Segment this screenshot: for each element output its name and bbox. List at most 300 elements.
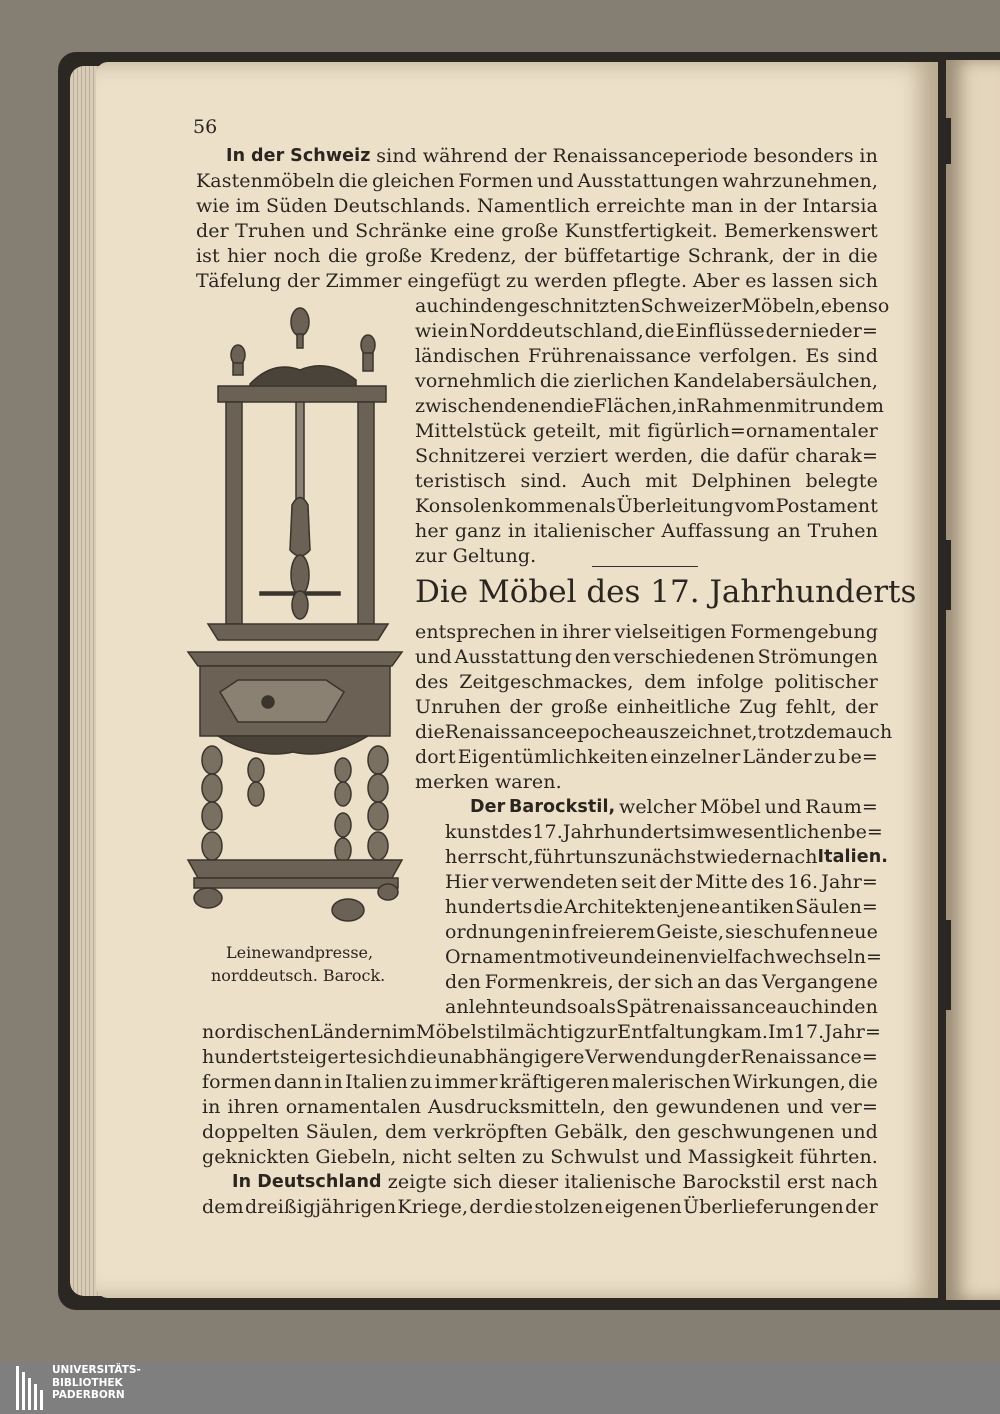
word: auch [415, 295, 462, 317]
word: Flächen, [593, 395, 678, 417]
word: sind. [520, 470, 568, 492]
word: der [524, 245, 557, 267]
word: italienische [564, 1171, 677, 1193]
text-line [445, 870, 878, 895]
word: belegte [805, 470, 878, 492]
text-line [415, 770, 568, 795]
word: Renaissanceperiode [552, 145, 748, 167]
word: Strömungen [757, 646, 878, 668]
word: eine [453, 220, 495, 242]
word: Formen [458, 170, 534, 192]
word: Rahmen [696, 395, 777, 417]
bold-word: Schweiz [290, 146, 371, 166]
text-line [415, 620, 878, 645]
text-line [445, 845, 889, 870]
word: in [202, 1096, 221, 1118]
word: ganz [454, 520, 501, 542]
word: Unruhen [415, 696, 501, 718]
bold-word: Barockstil, [508, 797, 616, 817]
word: sich [838, 270, 878, 292]
word: die [848, 1071, 878, 1093]
word: kunst [445, 821, 499, 843]
word: ordnungen [445, 921, 551, 943]
word: gewundenen [655, 1096, 780, 1118]
word: Kunstfertigkeit. [564, 220, 718, 242]
word: Gebälk, [554, 1121, 629, 1143]
word: Spätrenaissance [615, 996, 777, 1018]
word: Barockstil [682, 1171, 781, 1193]
text-line [445, 945, 883, 970]
word: Truhen [807, 520, 878, 542]
word: der [617, 971, 651, 993]
word: welcher [618, 796, 697, 818]
word: in [461, 295, 481, 317]
word: unabhängigere [437, 1046, 585, 1068]
word: Kredenz, [429, 245, 517, 267]
text-line [202, 1120, 878, 1145]
word: der [196, 220, 229, 242]
word: führt [533, 846, 583, 868]
word: sie [725, 921, 753, 943]
word: Architekten [564, 896, 679, 918]
text-line [196, 219, 878, 244]
word: Säulen= [795, 896, 878, 918]
word: charak= [795, 445, 878, 467]
word: wechseln= [775, 946, 883, 968]
word: verwendeten [491, 871, 618, 893]
text-line [415, 294, 890, 319]
word: stolzen [534, 1196, 604, 1218]
word: sind [376, 145, 417, 167]
word: der [765, 320, 799, 342]
word: hunderts [445, 896, 533, 918]
word: gleichen [371, 170, 455, 192]
word: erreichte [596, 195, 686, 217]
text-line [415, 344, 878, 369]
word: vom [734, 495, 776, 517]
word: selten [457, 1146, 517, 1168]
word: der [845, 696, 878, 718]
word: als [588, 996, 616, 1018]
section-divider [592, 566, 698, 567]
word: ländischen [415, 345, 520, 367]
text-line [415, 469, 878, 494]
word: neue [830, 921, 878, 943]
word: die [327, 245, 358, 267]
word: Kastenmöbeln [196, 170, 335, 192]
word: Ausstattung [454, 646, 573, 668]
word: den [634, 1121, 671, 1143]
word: es [745, 270, 767, 292]
word: formen [202, 1071, 272, 1093]
word: dem [644, 671, 686, 693]
caption-line: Leinewandpresse, [226, 943, 374, 962]
text-line [202, 1095, 878, 1120]
text-line [232, 1170, 878, 1195]
word: rundem [808, 395, 885, 417]
word: ihrer [562, 621, 611, 643]
word: figürlich=ornamentaler [647, 420, 878, 442]
word: mit [608, 420, 641, 442]
word: wieder [704, 846, 771, 868]
word: einen [645, 946, 700, 968]
word: wie [415, 320, 449, 342]
word: zeigte [387, 1171, 447, 1193]
caption-line: norddeutsch. Barock. [211, 966, 386, 985]
word: dafür [736, 445, 789, 467]
word: wie [196, 195, 230, 217]
word: den [445, 971, 481, 993]
word: die [533, 896, 564, 918]
text-line [202, 1145, 878, 1170]
word: und [530, 996, 568, 1018]
word: hundert [202, 1046, 280, 1068]
word: immer [434, 1071, 498, 1093]
word: nieder= [799, 320, 878, 342]
next-page-edge [946, 60, 1000, 1300]
word: malerischen [611, 1071, 731, 1093]
text-line [415, 645, 878, 670]
text-line [415, 720, 893, 745]
word: erst [786, 1171, 826, 1193]
section-heading: Die Möbel des 17. Jahrhunderts [415, 574, 917, 610]
word: Zeitgeschmackes, [459, 671, 634, 693]
word: merken [415, 771, 489, 793]
word: teristisch [415, 470, 507, 492]
text-line [202, 1195, 878, 1220]
word: und [415, 646, 452, 668]
word: uns [582, 846, 618, 868]
word: einheitliche [616, 696, 731, 718]
text-line [202, 1045, 878, 1070]
word: Italien [345, 1071, 408, 1093]
text-line [415, 419, 878, 444]
word: und [608, 946, 646, 968]
word: und [644, 1146, 682, 1168]
word: in [677, 395, 696, 417]
text-line [415, 444, 878, 469]
word: die [338, 170, 369, 192]
word: dort [415, 746, 456, 768]
word: und [536, 170, 574, 192]
word: ebenso [820, 295, 890, 317]
text-line [415, 544, 542, 569]
word: große [550, 696, 608, 718]
word: der [286, 270, 320, 292]
word: man [691, 195, 734, 217]
word: Verwendung [584, 1046, 707, 1068]
word: zur [585, 1021, 618, 1043]
word: vielfach [699, 946, 776, 968]
word: Ausstattungen [577, 170, 719, 192]
word: lassen [772, 270, 834, 292]
bold-word: der [250, 146, 285, 166]
word: hier [227, 245, 267, 267]
word: geteilt, [532, 420, 602, 442]
word: den [574, 646, 611, 668]
page-number: 56 [193, 116, 218, 138]
page-tab [946, 118, 951, 164]
word: Massigkeit [687, 1146, 794, 1168]
text-line [415, 369, 878, 394]
word: Ausdrucksmitteln, [427, 1096, 606, 1118]
word: große [365, 245, 423, 267]
word: noch [273, 245, 321, 267]
word: die [563, 395, 594, 417]
word: der [659, 871, 693, 893]
word: Möbeln, [741, 295, 821, 317]
text-line [445, 920, 878, 945]
word: Wirkungen, [732, 1071, 846, 1093]
word: vornehmlich [415, 370, 537, 392]
word: werden [534, 270, 608, 292]
word: doppelten [202, 1121, 300, 1143]
word: Schnitzerei [415, 445, 526, 467]
word: verschiedenen [613, 646, 755, 668]
word: Geltung. [452, 545, 537, 567]
word: zur [415, 545, 447, 567]
word: verfolgen. [699, 345, 798, 367]
word: politischer [774, 671, 878, 693]
word: Schränke [355, 220, 448, 242]
word: in [324, 1071, 343, 1093]
text-line [445, 895, 878, 920]
word: Schrank, [687, 245, 775, 267]
word: im [690, 821, 716, 843]
word: in [823, 996, 842, 1018]
word: mächtig [506, 1021, 586, 1043]
word: verkröpften [433, 1121, 548, 1143]
word: auch [776, 996, 824, 1018]
word: be= [843, 821, 883, 843]
word: nordischen [202, 1021, 311, 1043]
word: Auch [581, 470, 631, 492]
page-tab [946, 540, 951, 610]
word: im [235, 195, 261, 217]
word: an [697, 971, 721, 993]
word: Einflüsse [675, 320, 765, 342]
bold-word: Italien. [817, 847, 889, 867]
word: antiken [721, 896, 795, 918]
word: an [776, 520, 801, 542]
text-line [415, 745, 878, 770]
word: in [739, 195, 758, 217]
word: her [415, 520, 448, 542]
word: denen [504, 395, 564, 417]
word: Raum= [805, 796, 878, 818]
word: Zug [739, 696, 778, 718]
word: werden, [614, 445, 694, 467]
footer-bar [0, 1362, 1000, 1414]
word: Frührenaissance [528, 345, 692, 367]
word: die [407, 1046, 437, 1068]
word: Ornamentmotive [445, 946, 609, 968]
word: Mittelstück [415, 420, 526, 442]
word: Delphinen [691, 470, 792, 492]
word: Jahr= [824, 1021, 881, 1043]
word: so [567, 996, 589, 1018]
word: zwischen [415, 395, 505, 417]
word: Vergangene [762, 971, 878, 993]
word: Überlieferungen [683, 1196, 844, 1218]
word: kräftigeren [499, 1071, 610, 1093]
word: schufen [753, 921, 830, 943]
word: Mitte [695, 871, 748, 893]
word: dem [385, 1121, 427, 1143]
word: im [391, 1021, 417, 1043]
word: der [509, 696, 543, 718]
word: Es [805, 345, 830, 367]
library-logo-text: UNIVERSITÄTS- BIBLIOTHEK PADERBORN [52, 1364, 141, 1401]
text-line [202, 1020, 881, 1045]
word: geschnitzten [516, 295, 641, 317]
word: besonders [753, 145, 854, 167]
word: Jahrhunderts [562, 821, 691, 843]
word: zu [410, 1071, 433, 1093]
word: in [449, 320, 469, 342]
word: Hier [445, 871, 489, 893]
text-line [415, 494, 878, 519]
word: geschwungenen [677, 1121, 835, 1143]
text-line [470, 795, 878, 820]
word: Aber [692, 270, 740, 292]
word: Namentlich [477, 195, 591, 217]
word: der [763, 195, 797, 217]
word: Formengebung [730, 621, 878, 643]
word: des [498, 821, 533, 843]
text-line [415, 695, 878, 720]
word: wesentlichen [715, 821, 844, 843]
word: Säulen, [305, 1121, 379, 1143]
word: als [588, 495, 616, 517]
word: dem [202, 1196, 244, 1218]
word: 17. [532, 821, 563, 843]
page-tab [946, 920, 951, 1010]
word: zunächst [617, 846, 705, 868]
word: Ländern [310, 1021, 392, 1043]
word: während [422, 145, 509, 167]
word: Auffassung [661, 520, 770, 542]
word: geknickten [202, 1146, 310, 1168]
word: ver= [830, 1096, 878, 1118]
text-line [415, 519, 878, 544]
word: in [822, 245, 841, 267]
word: zu [813, 746, 837, 768]
library-logo-icon [14, 1366, 46, 1410]
word: jene [679, 896, 721, 918]
word: Im [768, 1021, 794, 1043]
text-line [196, 244, 878, 269]
word: pflegte. [612, 270, 688, 292]
word: die [644, 320, 675, 342]
word: Truhen [235, 220, 306, 242]
word: Konsolen [415, 495, 504, 517]
word: der [845, 1196, 878, 1218]
word: vielseitigen [614, 621, 727, 643]
word: zu [506, 270, 529, 292]
word: Renaissance= [740, 1046, 878, 1068]
bold-word: Der [470, 797, 506, 817]
word: Länder [742, 746, 812, 768]
word: Möbelstil [416, 1021, 507, 1043]
word: waren. [494, 771, 562, 793]
word: zu [522, 1146, 545, 1168]
word: wahrzunehmen, [722, 170, 878, 192]
word: verziert [532, 445, 609, 467]
word: der [469, 1196, 503, 1218]
bold-word: In [226, 146, 246, 166]
text-line [196, 169, 878, 194]
text-line [226, 144, 878, 169]
word: Bemerkenswert [724, 220, 878, 242]
bold-word: In [232, 1172, 252, 1192]
word: nach [831, 1171, 878, 1193]
word: auszeichnet, [635, 721, 758, 743]
word: Schwulst [550, 1146, 639, 1168]
word: die [848, 245, 878, 267]
text-line [202, 1070, 878, 1095]
word: seit [621, 871, 657, 893]
word: den [480, 295, 517, 317]
word: Möbel [700, 796, 761, 818]
word: italienischer [533, 520, 655, 542]
word: und [764, 796, 802, 818]
word: mit [645, 470, 678, 492]
word: be= [838, 746, 878, 768]
word: die [539, 370, 570, 392]
word: ihren [227, 1096, 279, 1118]
word: Täfelung [196, 270, 282, 292]
word: in [551, 921, 571, 943]
word: herrscht, [445, 846, 534, 868]
word: sich [452, 1171, 492, 1193]
text-line [415, 394, 885, 419]
word: Kandelabersäulchen, [673, 370, 878, 392]
text-line [415, 670, 878, 695]
word: und [786, 1096, 824, 1118]
word: ornamentalen [285, 1096, 422, 1118]
word: nicht [402, 1146, 452, 1168]
word: kommen [504, 495, 588, 517]
word: in [539, 621, 559, 643]
word: Renaissanceepoche [444, 721, 636, 743]
linen-press-illustration [178, 300, 406, 930]
word: büffetartige [564, 245, 681, 267]
text-line [445, 995, 878, 1020]
word: trotzdem [757, 721, 846, 743]
word: Schweizer [640, 295, 742, 317]
word: Entfaltung [617, 1021, 721, 1043]
word: das [724, 971, 759, 993]
word: Süden [265, 195, 328, 217]
word: Postament [775, 495, 878, 517]
word: zierlichen [573, 370, 670, 392]
word: dreißigjährigen [244, 1196, 397, 1218]
word: Formenkreis, [484, 971, 614, 993]
word: des [415, 671, 449, 693]
text-line [196, 269, 878, 294]
word: der [782, 245, 815, 267]
word: freierem [571, 921, 656, 943]
word: entsprechen [415, 621, 536, 643]
word: nach [770, 846, 818, 868]
word: sich [654, 971, 694, 993]
text-line [196, 194, 878, 219]
word: die [415, 721, 445, 743]
word: Zimmer [325, 270, 402, 292]
word: fehlt, [785, 696, 837, 718]
word: ist [196, 245, 220, 267]
